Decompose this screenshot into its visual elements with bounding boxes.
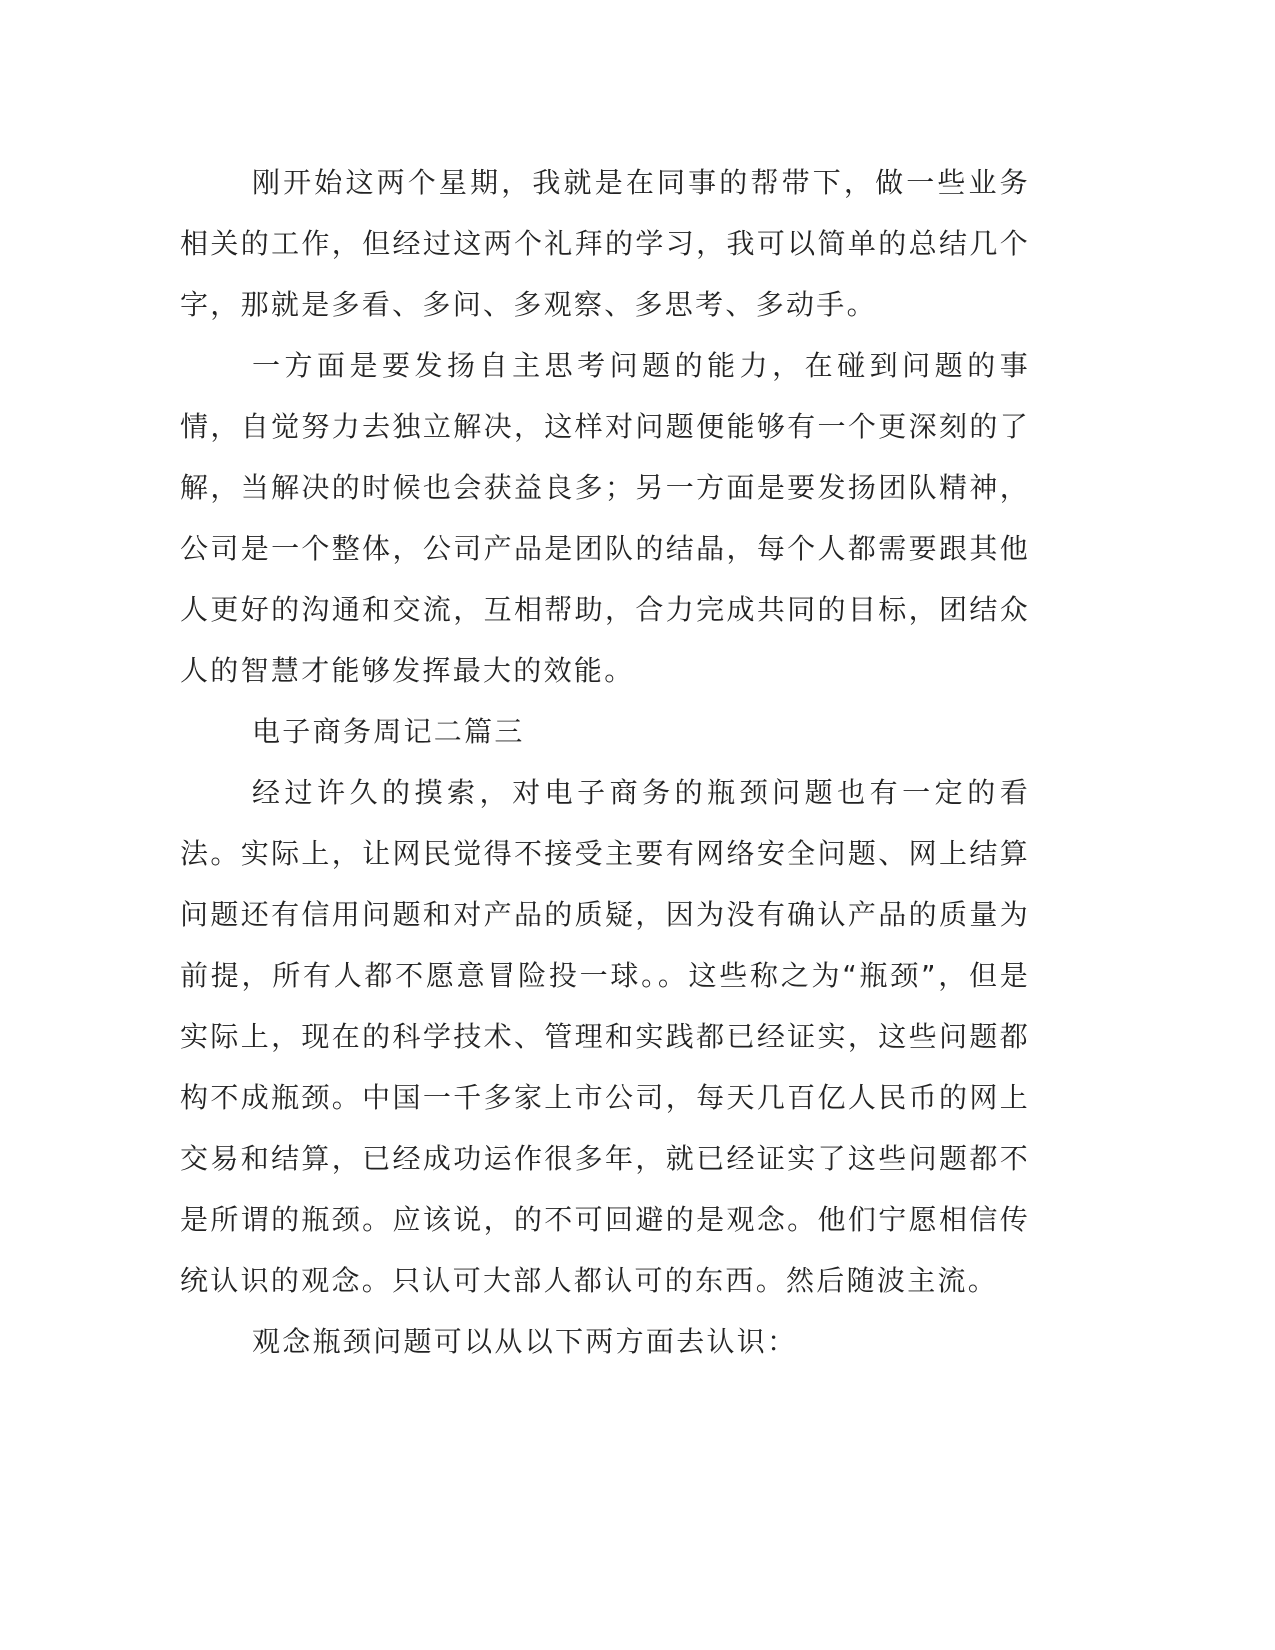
section-heading: 电子商务周记二篇三 bbox=[252, 715, 525, 748]
document-body bbox=[180, 152, 1030, 1372]
paragraph-ecommerce-bottleneck: 经过许久的摸索，对电子商务的瓶颈问题也有一定的看法。实际上，让网民觉得不接受主要有网络安全问题、网上结算问题还有信用问题和对产品的质疑，因为没有确认产品的质量为前提，所有人都不愿意冒险投一球。。这些称之为“瓶颈”，但是实际上，现在的科学技术、管理和实践都已经证实，这些问题都构不成瓶颈。中国一千多家上市公司，每天几百亿人民币的网上交易和结算，已经成功运作很多年，就已经证实了这些问题都不是所谓的瓶颈。应该说，的不可回避的是观念。他们宁愿相信传统认识的观念。只认可大部人都认可的东西。然后随波主流。 bbox=[180, 776, 1030, 1297]
paragraph-concept-bottleneck: 观念瓶颈问题可以从以下两方面去认识： bbox=[252, 1325, 798, 1358]
paragraph-thinking-teamwork: 一方面是要发扬自主思考问题的能力，在碰到问题的事情，自觉努力去独立解决，这样对问题便能够有一个更深刻的了解，当解决的时候也会获益良多；另一方面是要发扬团队精神，公司是一个整体，公司产品是团队的结晶，每个人都需要跟其他人更好的沟通和交流，互相帮助，合力完成共同的目标，团结众人的智慧才能够发挥最大的效能。 bbox=[180, 349, 1030, 687]
paragraph-work-summary: 刚开始这两个星期，我就是在同事的帮带下，做一些业务相关的工作，但经过这两个礼拜的学习，我可以简单的总结几个字，那就是多看、多问、多观察、多思考、多动手。 bbox=[180, 166, 1030, 321]
